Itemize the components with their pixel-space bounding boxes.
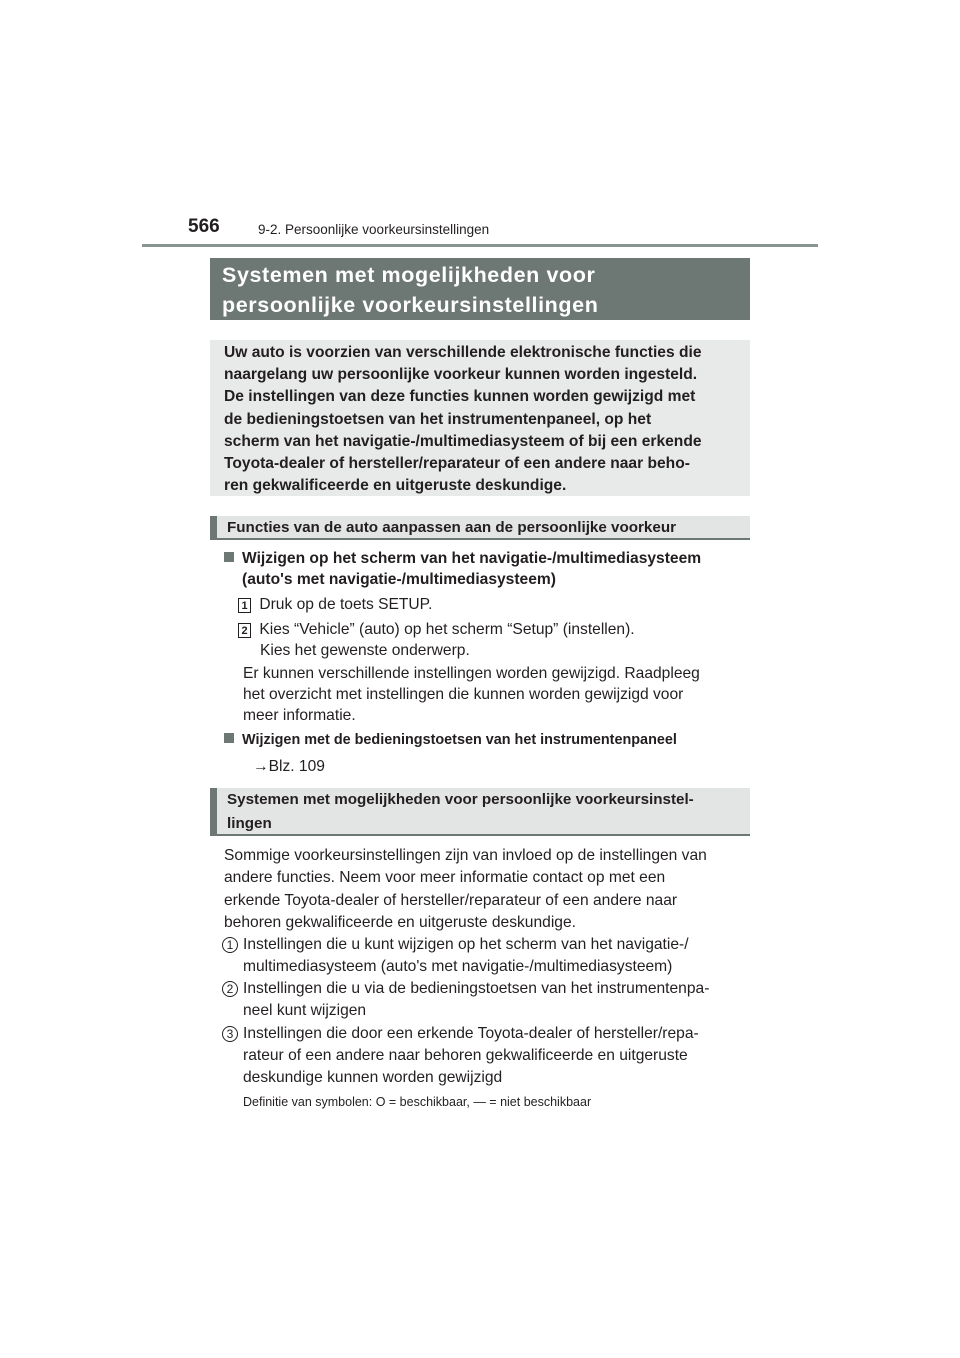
para-line: andere functies. Neem voor meer informatie contact op met een bbox=[224, 869, 666, 887]
item-number-circle: 2 bbox=[222, 981, 238, 997]
page-reference-link[interactable]: →Blz. 109 bbox=[253, 758, 325, 775]
intro-line: Toyota-dealer of hersteller/reparateur of een andere naar beho- bbox=[224, 455, 690, 473]
section-heading-customize: Functies van de auto aanpassen aan de persoonlijke voorkeur bbox=[210, 516, 750, 540]
item-number-circle: 3 bbox=[222, 1026, 238, 1042]
bullet-heading-instrument-panel bbox=[224, 730, 746, 751]
intro-line: naargelang uw persoonlijke voorkeur kunnen worden ingesteld. bbox=[224, 366, 698, 384]
item-line: Instellingen die door een erkende Toyota-dealer of hersteller/repa- bbox=[243, 1025, 699, 1042]
intro-box bbox=[210, 340, 750, 496]
note-paragraph bbox=[243, 663, 746, 726]
step-1 bbox=[238, 594, 748, 615]
step-text: Druk op de toets SETUP. bbox=[259, 596, 433, 613]
square-bullet-icon bbox=[224, 733, 234, 743]
item-line: Instellingen die u kunt wijzigen op het scherm van het navigatie-/ bbox=[243, 936, 689, 953]
intro-line: de bedieningstoetsen van het instrumentenpaneel, op het bbox=[224, 410, 652, 428]
para-line: Sommige voorkeursinstellingen zijn van invloed op de instellingen van bbox=[224, 847, 707, 864]
note-line: meer informatie. bbox=[243, 707, 356, 724]
item-line: Instellingen die u via de bedieningstoetsen van het instrumentenpa- bbox=[243, 980, 710, 997]
step-2 bbox=[238, 619, 748, 661]
step-text-continued: Kies het gewenste onderwerp. bbox=[260, 642, 470, 659]
chapter-title: 9-2. Persoonlijke voorkeursinstellingen bbox=[258, 222, 490, 237]
section2-paragraph bbox=[224, 845, 746, 934]
list-item bbox=[222, 978, 746, 1022]
intro-line: ren gekwalificeerde en uitgeruste deskundige. bbox=[224, 477, 567, 495]
para-line: behoren gekwalificeerde en uitgeruste deskundige. bbox=[224, 913, 576, 931]
bullet-heading-line1: Wijzigen op het scherm van het navigatie-/multimediasysteem bbox=[242, 550, 702, 567]
step-text: Kies “Vehicle” (auto) op het scherm “Setup” (instellen). bbox=[259, 621, 635, 638]
item-line: deskundige kunnen worden gewijzigd bbox=[243, 1069, 503, 1086]
list-item bbox=[222, 934, 746, 978]
section-heading-systems bbox=[210, 788, 750, 836]
note-line: Er kunnen verschillende instellingen worden gewijzigd. Raadpleeg bbox=[243, 665, 700, 682]
intro-line: Uw auto is voorzien van verschillende elektronische functies die bbox=[224, 344, 702, 361]
page-number: 566 bbox=[188, 216, 220, 237]
page-title-line1: Systemen met mogelijkheden voor bbox=[222, 263, 596, 287]
item-line: multimediasysteem (auto's met navigatie-/multimediasysteem) bbox=[243, 958, 673, 975]
list-item bbox=[222, 1023, 746, 1089]
bullet-heading-text: Wijzigen met de bedieningstoetsen van het instrumentenpaneel bbox=[242, 732, 677, 748]
item-line: neel kunt wijzigen bbox=[243, 1002, 367, 1019]
square-bullet-icon bbox=[224, 552, 234, 562]
section-heading-line2: lingen bbox=[227, 815, 272, 832]
step-number-badge: 1 bbox=[238, 598, 251, 613]
symbol-legend: Definitie van symbolen: O = beschikbaar, — = niet beschikbaar bbox=[243, 1095, 592, 1109]
intro-line: scherm van het navigatie-/multimediasysteem of bij een erkende bbox=[224, 432, 702, 450]
bullet-heading-navigation bbox=[224, 548, 746, 590]
note-line: het overzicht met instellingen die kunnen worden gewijzigd voor bbox=[243, 686, 684, 703]
step-number-badge: 2 bbox=[238, 623, 251, 638]
item-number-circle: 1 bbox=[222, 937, 238, 953]
header-rule bbox=[142, 244, 818, 247]
bullet-heading-line2: (auto's met navigatie-/multimediasysteem) bbox=[242, 571, 556, 588]
para-line: erkende Toyota-dealer of hersteller/reparateur of een andere naar bbox=[224, 891, 678, 909]
page-title bbox=[210, 258, 750, 320]
section-heading-line1: Systemen met mogelijkheden voor persoonlijke voorkeursinstel- bbox=[227, 791, 694, 808]
item-line: rateur of een andere naar behoren gekwalificeerde en uitgeruste bbox=[243, 1047, 688, 1064]
intro-line: De instellingen van deze functies kunnen worden gewijzigd met bbox=[224, 388, 696, 406]
page-title-line2: persoonlijke voorkeursinstellingen bbox=[222, 293, 599, 317]
